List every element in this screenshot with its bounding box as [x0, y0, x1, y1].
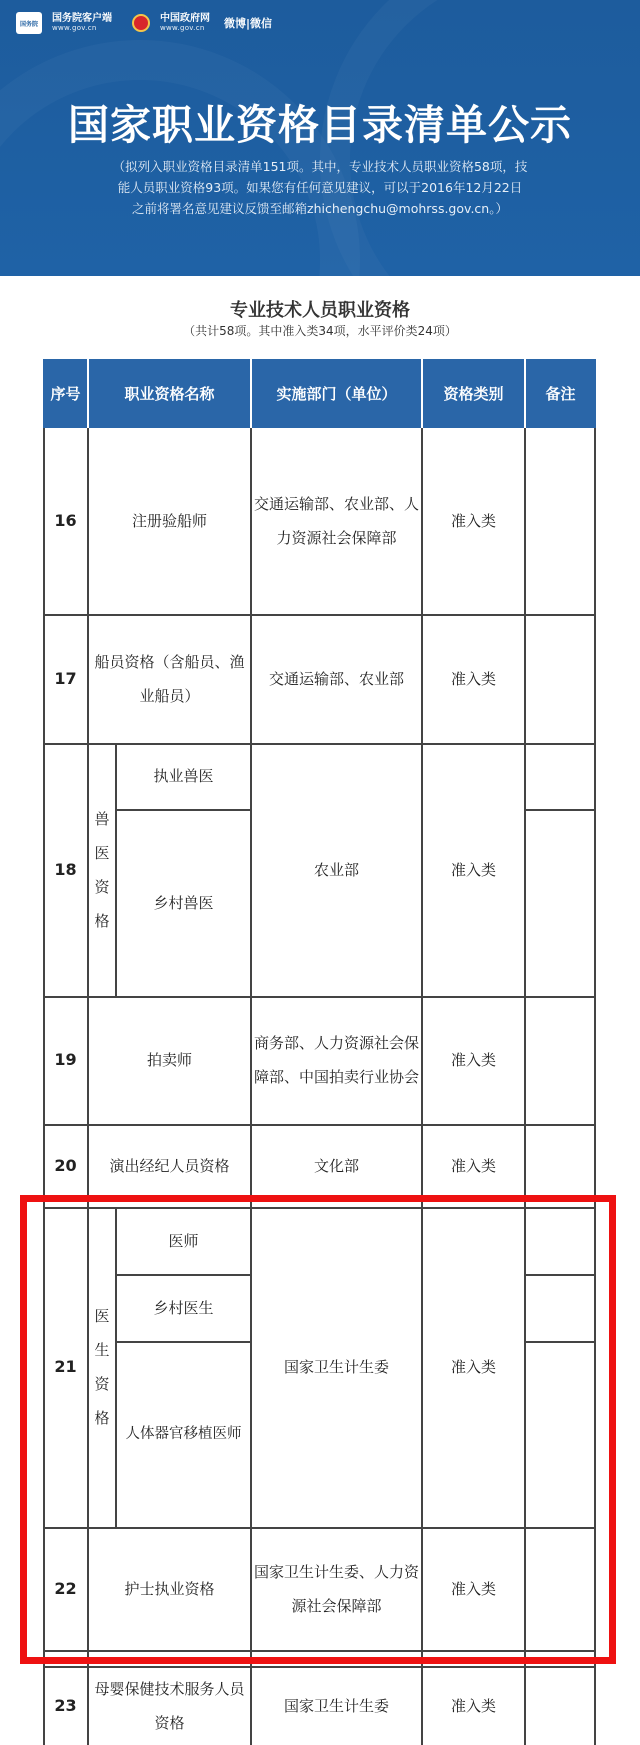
table-row-17-no: 17: [54, 668, 77, 688]
table-row-17-category: 准入类: [450, 669, 496, 688]
table-row-23-no: 23: [54, 1695, 77, 1715]
table-row-21-sub2: 乡村医生: [153, 1298, 214, 1317]
section-subtitle: （共计58项。其中准入类34项，水平评价类24项）: [183, 324, 457, 338]
table-row-19-no: 19: [54, 1050, 77, 1069]
header-name: 职业资格名称: [124, 384, 215, 403]
gov-client-logo-icon: 国务院: [16, 12, 42, 34]
banner-description: （拟列入职业资格目录清单151项。其中，专业技术人员职业资格58项，技 能人员职业资格93项。如果您有任何意见建议，可以于2016年12月22日 之前将署名意见建议反馈至邮箱zhichengchu@mohrss.gov.cn。）: [112, 159, 528, 216]
gov-site-url: www.gov.cn: [160, 23, 205, 32]
table-row-22-category: 准入类: [450, 1579, 496, 1598]
table-row-18-sub2: 乡村兽医: [153, 893, 214, 912]
header-dept: 实施部门（单位）: [276, 384, 397, 403]
table-row-20-dept: 文化部: [313, 1156, 359, 1175]
header-no: 序号: [50, 384, 81, 403]
gov-client-name: 国务院客户端: [52, 13, 112, 25]
table-row-18-no: 18: [54, 859, 77, 879]
table-row-20-category: 准入类: [450, 1156, 496, 1175]
header-remark: 备注: [545, 384, 576, 403]
gov-client-url: www.gov.cn: [52, 23, 97, 32]
banner-logos: [16, 10, 272, 36]
table-row-16-name: 注册验船师: [131, 512, 207, 530]
table-row-19-dept: 商务部、人力资源社会保 障部、中国拍卖行业协会: [253, 1034, 419, 1086]
table-row-18-dept: 农业部: [313, 860, 359, 879]
table-row-20-no: 20: [54, 1155, 77, 1175]
table-row-22-no: 22: [54, 1578, 77, 1598]
table-row-21-category: 准入类: [450, 1358, 496, 1376]
table-row-21-dept: 国家卫生计生委: [283, 1358, 389, 1376]
table-row-23-name: 母婴保健技术服务人员 资格: [94, 1679, 245, 1732]
table-row-21-sub3: 人体器官移植医师: [125, 1426, 242, 1442]
red-highlight-box: [20, 1195, 616, 1664]
header-category: 资格类别: [443, 384, 504, 403]
table-row-21-no: 21: [54, 1357, 77, 1376]
national-emblem-icon: [132, 14, 150, 32]
page-title: 国家职业资格目录清单公示: [68, 101, 572, 149]
table-row-22-dept: 国家卫生计生委、人力资 源社会保障部: [253, 1562, 419, 1615]
table-row-18-category: 准入类: [450, 860, 496, 879]
table-row-17-dept: 交通运输部、农业部: [268, 669, 404, 688]
table-row-16-no: 16: [54, 511, 77, 530]
table-row-19-category: 准入类: [450, 1051, 496, 1069]
table-row-18-sub1: 执业兽医: [153, 767, 214, 785]
table-row-23-dept: 国家卫生计生委: [283, 1696, 389, 1715]
table-row-22-name: 护士执业资格: [124, 1579, 215, 1598]
table-row-21-sub1: 医师: [168, 1231, 199, 1250]
table-row-23-category: 准入类: [450, 1696, 496, 1715]
table-row-16-dept: 交通运输部、农业部、人 力资源社会保障部: [253, 495, 419, 547]
table-row-17-name: 船员资格（含船员、渔 业船员）: [94, 652, 245, 705]
table-row-18-group: 兽 医 资 格: [94, 809, 110, 930]
banner: [0, 0, 640, 276]
table-row-21-group: 医 生 资 格: [94, 1307, 110, 1427]
table-row-19-name: 拍卖师: [146, 1051, 192, 1069]
table-row-16-category: 准入类: [450, 512, 496, 530]
gov-site-name: 中国政府网: [160, 13, 210, 25]
weibo-weixin-label: 微博|微信: [224, 17, 273, 30]
table-row-20-name: 演出经纪人员资格: [109, 1156, 230, 1175]
section-title: 专业技术人员职业资格: [230, 300, 410, 321]
